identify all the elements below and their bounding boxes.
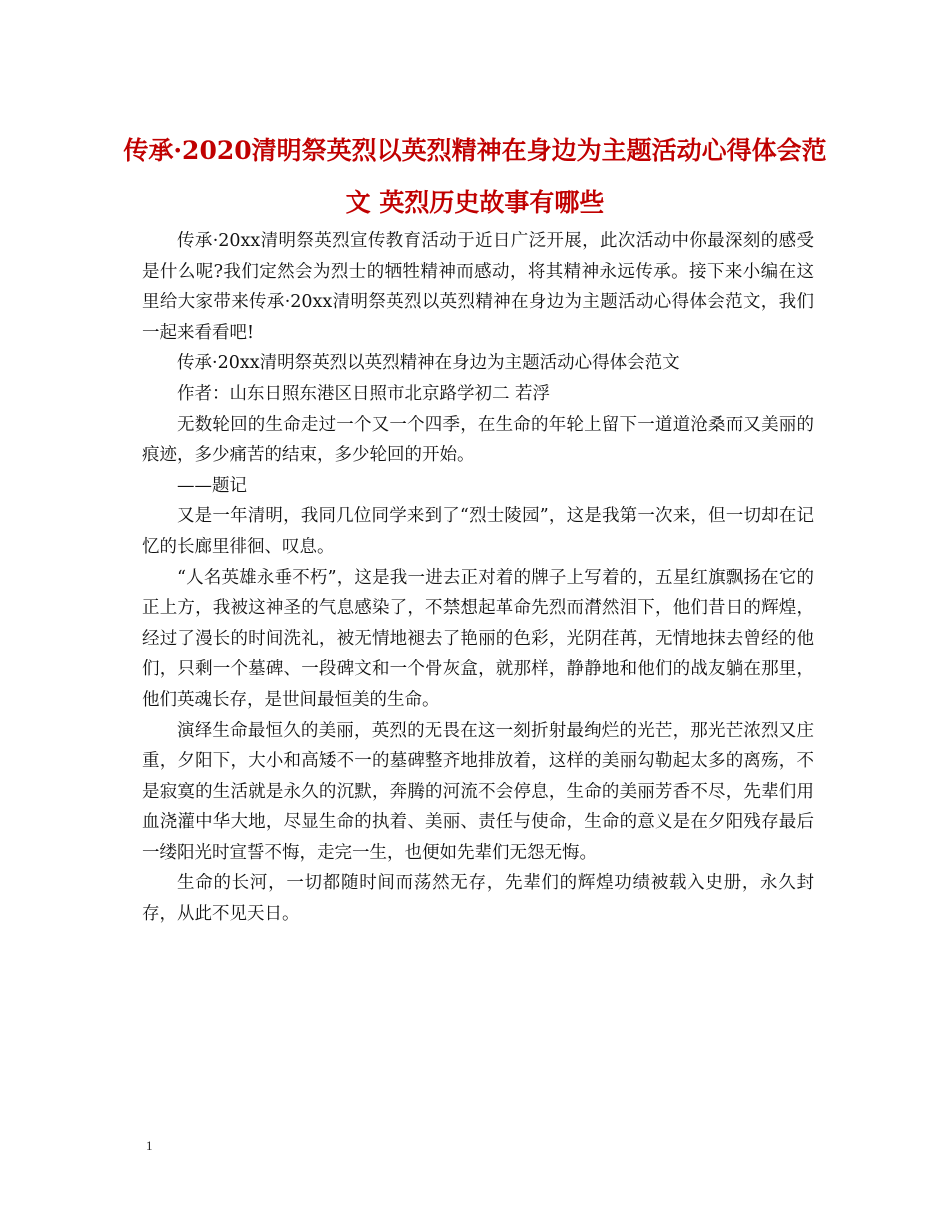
paragraph-essay-title: 传承·20xx清明祭英烈以英烈精神在身边为主题活动心得体会范文	[177, 353, 680, 374]
paragraph-body: 生命的长河，一切都随时间而荡然无存，先辈们的辉煌功绩被载入史册，永久封存，从此不见天日。	[142, 873, 814, 925]
document-title: 传承·2020清明祭英烈以英烈精神在身边为主题活动心得体会范文 英烈历史故事有哪些	[123, 136, 827, 217]
paragraph-body: 演绎生命最恒久的美丽，英烈的无畏在这一刻折射最绚烂的光芒，那光芒浓烈又庄重，夕阳下，大小和高矮不一的墓碑整齐地排放着，这样的美丽勾勒起太多的离殇，不是寂寞的生活就是永久的沉默，奔腾的河流不会停息，生命的美丽芳香不尽，先辈们用血浇灌中华大地，尽显生命的执着、美丽、责任与使命，生命的意义是在夕阳残存最后一缕阳光时宣誓不悔，走完一生，也便如先辈们无怨无悔。	[142, 720, 814, 863]
paragraph-intro: 传承·20xx清明祭英烈宣传教育活动于近日广泛开展，此次活动中你最深刻的感受是什么呢?我们定然会为烈士的牺牲精神而感动，将其精神永远传承。接下来小编在这里给大家带来传承·20xx清明祭英烈以英烈精神在身边为主题活动心得体会范文，我们一起来看看吧!	[142, 231, 814, 343]
paragraph-author: 作者：山东日照东港区日照市北京路学初二 若浮	[177, 383, 551, 404]
document-body	[142, 226, 814, 930]
paragraph-body: “人名英雄永垂不朽”，这是我一进去正对着的牌子上写着的，五星红旗飘扬在它的正上方，我被这神圣的气息感染了，不禁想起革命先烈而潸然泪下，他们昔日的辉煌，经过了漫长的时间洗礼，被无情地褪去了艳丽的色彩，光阴荏苒，无情地抹去曾经的他们，只剩一个墓碑、一段碑文和一个骨灰盒，就那样，静静地和他们的战友躺在那里，他们英魂长存，是世间最恒美的生命。	[142, 567, 814, 710]
paragraph-epigraph-source: ——题记	[177, 475, 247, 496]
page-number: 1	[146, 1138, 153, 1153]
paragraph-body: 又是一年清明，我同几位同学来到了“烈士陵园”，这是我第一次来，但一切却在记忆的长廊里徘徊、叹息。	[142, 506, 814, 557]
paragraph-epigraph: 无数轮回的生命走过一个又一个四季，在生命的年轮上留下一道道沧桑而又美丽的痕迹，多少痛苦的结束，多少轮回的开始。	[142, 414, 814, 466]
